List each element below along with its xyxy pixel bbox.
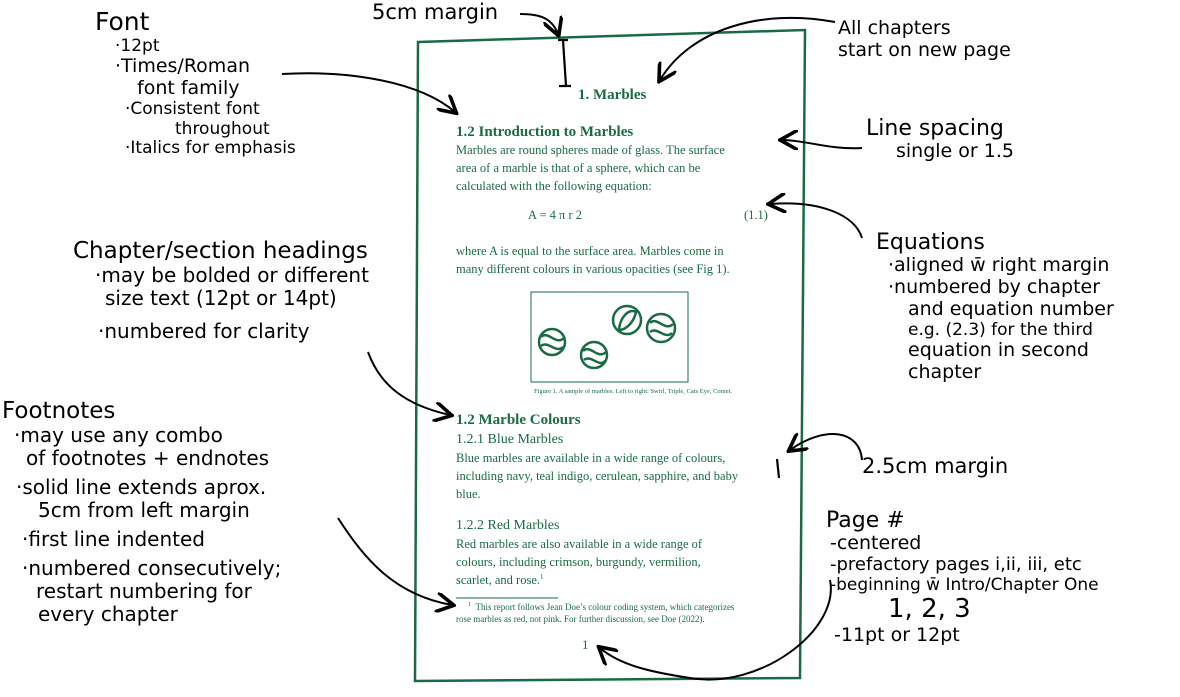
- note-line-spacing: Line spacing single or 1.5: [866, 116, 1014, 163]
- page-sub2-heading: 1.2.2 Red Marbles: [456, 518, 560, 533]
- arrow-page-number: [600, 580, 831, 680]
- note-chapters: All chapters start on new page: [838, 17, 1011, 61]
- note-footnotes: Footnotes ·may use any combo of footnotes + endnotes ·solid line extends aprox. 5cm from left margin ·first line indented ·numbered consecutively; restart numbering for every chapter: [2, 398, 282, 627]
- page-sub1-heading: 1.2.1 Blue Marbles: [456, 432, 564, 447]
- page-equation: A = 4 π r 2: [528, 208, 582, 222]
- note-top-margin: 5cm margin: [372, 0, 499, 24]
- side-margin-bar: [777, 459, 779, 478]
- page-number: 1: [582, 637, 589, 652]
- marble-swirl: [539, 329, 565, 355]
- note-font: Font ·12pt ·Times/Roman font family ·Consistent font throughout ·Italics for emphasis: [95, 7, 296, 159]
- marble-comet: [647, 314, 675, 342]
- note-page-number: Page # -centered -prefactory pages i,ii, iii, etc -beginning w̄ Intro/Chapter One 1, 2, 3 -11pt or 12pt: [826, 508, 1099, 647]
- page-section1-text: Marbles are round spheres made of glass. The surface area of a marble is that of a sphere, which can be calculated with the following equation:: [456, 143, 725, 193]
- top-margin-bar: [558, 40, 571, 86]
- font-heading: Font: [95, 7, 150, 36]
- marble-triple: [581, 342, 607, 368]
- page-equation-number: (1.1): [744, 208, 768, 222]
- arrow-line-spacing: [782, 140, 862, 148]
- page-footnote: $^1$ This report follows Jean Doe’s colour coding system, which categorizes rose marbles as red, not pink. For further discussion, see Doe (2022).: [456, 602, 735, 624]
- page-sub2-text: Red marbles are also available in a wide range of colours, including crimson, burgundy, vermilion, scarlet, and rose.$^1$: [456, 537, 703, 587]
- figure-box: [531, 292, 688, 382]
- arrow-chapters: [660, 18, 835, 80]
- arrow-font: [282, 73, 455, 112]
- arrow-footnotes: [338, 518, 452, 605]
- arrow-equations: [770, 203, 862, 238]
- page-figure-caption: Figure 1. A sample of marbles. Left to right: Swirl, Triple, Cats Eye, Comet.: [534, 388, 733, 395]
- page-chapter-title: 1. Marbles: [578, 87, 647, 103]
- note-side-margin: 2.5cm margin: [862, 454, 1009, 478]
- note-headings: Chapter/section headings ·may be bolded or different size text (12pt or 14pt) ·numbered for clarity: [73, 238, 369, 344]
- note-equations: Equations ·aligned w̄ right margin ·numbered by chapter and equation number e.g. (2.3) for the third equation in second chapter: [876, 230, 1114, 384]
- arrow-headings: [368, 352, 450, 415]
- page-section1-after: where A is equal to the surface area. Marbles come in many different colours in various opacities (see Fig 1).: [456, 244, 730, 276]
- page-section2-heading: 1.2 Marble Colours: [456, 412, 581, 428]
- page-sub1-text: Blue marbles are available in a wide range of colours, including navy, teal indigo, cerulean, sapphire, and baby blue.: [456, 451, 739, 501]
- page-section1-heading: 1.2 Introduction to Marbles: [456, 124, 634, 140]
- marble-cats-eye: [613, 306, 641, 334]
- arrow-top-margin: [520, 14, 558, 34]
